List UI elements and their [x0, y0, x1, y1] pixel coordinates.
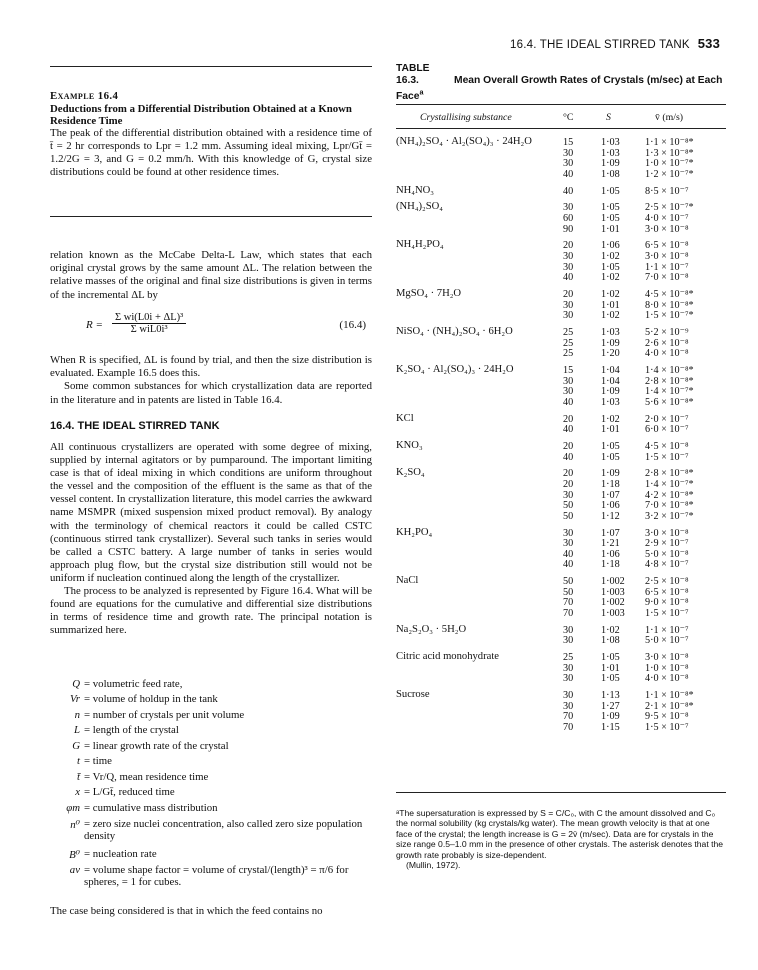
cell-temperature: 30 [563, 147, 574, 159]
cell-temperature: 20 [563, 441, 574, 452]
cell-temperature: 40 [563, 559, 574, 571]
substance-name: Citric acid monohydrate [396, 651, 499, 663]
header-substance: Crystallising substance [420, 112, 512, 123]
header-supersaturation: S [606, 112, 611, 123]
cell-velocity: 5·6 × 10⁻⁸* [645, 396, 694, 408]
substance-name: NiSO₄ · (NH₄)₂SO₄ · 6H₂O [396, 326, 513, 337]
cell-temperature: 70 [563, 722, 574, 733]
cell-supersaturation: 1·07 [601, 527, 620, 539]
notation-symbol: n [74, 709, 80, 721]
notation-definition: = cumulative mass distribution [84, 802, 218, 814]
cell-supersaturation: 1·18 [601, 479, 620, 490]
cell-velocity: 3·0 × 10⁻⁸ [645, 223, 689, 235]
cell-velocity: 3·0 × 10⁻⁸ [645, 652, 689, 664]
table-label: TABLE 16.3. [396, 63, 430, 86]
cell-temperature: 40 [563, 451, 574, 463]
cell-temperature: 30 [563, 662, 574, 674]
substance-name: K₂SO₄ [396, 467, 425, 479]
cell-temperature: 50 [563, 586, 574, 598]
cell-supersaturation: 1·05 [601, 185, 620, 197]
cell-temperature: 30 [563, 261, 574, 273]
example-label: Example 16.4 [50, 90, 119, 102]
substance-name: (NH₄)₂SO₄ [396, 201, 443, 213]
cell-velocity: 1·2 × 10⁻⁷* [645, 168, 694, 180]
cell-velocity: 3·0 × 10⁻⁸ [645, 251, 689, 262]
cell-temperature: 20 [563, 413, 574, 425]
header-velocity: v̄ (m/s) [655, 112, 684, 123]
cell-supersaturation: 1·09 [601, 468, 620, 480]
cell-velocity: 1·0 × 10⁻⁸ [645, 662, 689, 674]
running-title: 16.4. THE IDEAL STIRRED TANK [510, 39, 690, 51]
notation-definition: = zero size nuclei concentration, also called zero size population density [84, 818, 363, 842]
table-caption-mark: a [419, 87, 424, 97]
cell-temperature: 15 [563, 365, 574, 376]
table-caption [396, 63, 726, 103]
cell-velocity: 8·0 × 10⁻⁸* [645, 299, 694, 311]
cell-velocity: 4·8 × 10⁻⁷ [645, 559, 689, 571]
cell-supersaturation: 1·05 [601, 202, 620, 214]
example-title: Deductions from a Differential Distribution Obtained at a Known Residence Time [50, 102, 352, 128]
cell-velocity: 4·0 × 10⁻⁸ [645, 348, 689, 360]
cell-temperature: 40 [563, 548, 574, 560]
cell-supersaturation: 1·002 [601, 576, 625, 588]
notation-definition: = Vr/Q, mean residence time [84, 771, 209, 783]
running-header [0, 36, 720, 51]
cell-supersaturation: 1·13 [601, 690, 620, 702]
paragraph-trial-a: When R is specified, ΔL is found by trial, and then the size distribution is evaluated. Example 16.5 does this. [50, 354, 372, 380]
example-top-rule [50, 66, 372, 67]
cell-velocity: 2·8 × 10⁻⁸* [645, 375, 694, 387]
cell-velocity: 9·5 × 10⁻⁸ [645, 711, 689, 723]
cell-velocity: 1·1 × 10⁻⁷ [645, 261, 689, 273]
header-temperature: °C [563, 112, 574, 123]
cell-temperature: 30 [563, 527, 574, 539]
cell-supersaturation: 1·05 [601, 673, 620, 685]
cell-supersaturation: 1·02 [601, 251, 620, 262]
cell-supersaturation: 1·03 [601, 137, 620, 148]
cell-temperature: 15 [563, 137, 574, 148]
cell-velocity: 2·5 × 10⁻⁷* [645, 202, 694, 214]
cell-supersaturation: 1·09 [601, 158, 620, 170]
cell-velocity: 1·3 × 10⁻⁸* [645, 147, 694, 159]
example-heading [50, 90, 372, 128]
cell-velocity: 1·5 × 10⁻⁷ [645, 608, 689, 619]
notation-definition: = time [84, 755, 112, 767]
cell-supersaturation: 1·08 [601, 635, 620, 647]
cell-temperature: 25 [563, 348, 574, 360]
notation-symbol: x [75, 786, 80, 798]
cell-supersaturation: 1·21 [601, 538, 620, 550]
notation-symbol: G [72, 740, 80, 752]
cell-temperature: 30 [563, 489, 574, 501]
substance-name: KCl [396, 412, 414, 424]
example-body: The peak of the differential distribution obtained with a residence time of t̄ = 2 hr corresponds to Lpr = 1.2 mm. Assuming ideal mixing, Lpr/Gt̄ = 1.2/2G = 3, and G = 0.2 mm/h. With this knowledge of G, crystal size distributions could be found at other residence times. [50, 127, 372, 179]
cell-temperature: 25 [563, 327, 574, 338]
table-bottom-rule [396, 792, 726, 793]
footnote-text: ᵃThe supersaturation is expressed by S = C/C₀, with C the amount dissolved and C₀ the normal solubility (kg crystals/kg water). The mean growth velocity is that at one face of the crystal; the length increase is G = 2v̄ (m/sec). Data are for crystals in the size range 0.5–1.0 mm in the presence of other crystals. The asterisk denotes that the growth rate probably is size-dependent. [396, 808, 724, 860]
cell-supersaturation: 1·20 [601, 348, 620, 360]
cell-supersaturation: 1·01 [601, 424, 620, 436]
cell-supersaturation: 1·01 [601, 299, 620, 311]
cell-velocity: 2·9 × 10⁻⁷ [645, 538, 689, 550]
footnote-citation: (Mullin, 1972). [406, 860, 461, 871]
cell-temperature: 60 [563, 213, 574, 224]
cell-temperature: 50 [563, 510, 574, 522]
cell-velocity: 1·4 × 10⁻⁷* [645, 386, 694, 398]
cell-temperature: 40 [563, 168, 574, 180]
cell-supersaturation: 1·02 [601, 310, 620, 322]
cell-velocity: 3·0 × 10⁻⁸ [645, 527, 689, 539]
cell-velocity: 1·0 × 10⁻⁷* [645, 158, 694, 170]
cell-velocity: 6·5 × 10⁻⁸ [645, 240, 689, 252]
notation-definition: = volume of holdup in the tank [84, 693, 218, 705]
cell-supersaturation: 1·05 [601, 451, 620, 463]
cell-temperature: 25 [563, 337, 574, 349]
paragraph-feed: The case being considered is that in which the feed contains no [50, 905, 323, 917]
substance-name: Na₂S₂O₃ · 5H₂O [396, 623, 467, 635]
cell-temperature: 70 [563, 711, 574, 723]
notation-definition: = volumetric feed rate, [84, 678, 183, 690]
notation-symbol: t [77, 755, 80, 767]
equation-number: (16.4) [339, 319, 366, 331]
cell-supersaturation: 1·27 [601, 700, 620, 712]
table-top-rule [396, 104, 726, 105]
paragraph-trial-b: Some common substances for which crystallization data are reported in the literature and in patents are listed in Table 16.4. [50, 380, 372, 406]
substance-name: MgSO₄ · 7H₂O [396, 288, 462, 299]
equation-denominator: Σ wiL0i³ [130, 324, 168, 335]
cell-temperature: 20 [563, 289, 574, 300]
cell-supersaturation: 1·01 [601, 662, 620, 674]
notation-symbol: φm [66, 802, 80, 814]
cell-velocity: 2·8 × 10⁻⁸* [645, 468, 694, 480]
paragraph-ideal-mixing-a: All continuous crystallizers are operated with some degree of mixing, supplied by internal agitators or by pumparound. The important limiting case is that of ideal mixing in which conditions are uniform throughout the vessel and the composition of the effluent is the same as that of the vessel content. In crystallization literature, this model carries the awkward name MSMPR (mixed suspension mixed product removal). By analogy with the terminology of chemical reactors it could be called CSTC (continuous stirred tank crystallizer). Several such tanks in series would be called a CSTC battery. A large number of tanks in series would approach plug flow, but the crystal size distribution still would not be uniform if nucleation continued along the length of the crystallizer. [50, 441, 372, 584]
cell-supersaturation: 1·08 [601, 168, 620, 180]
substance-name: K₂SO₄ · Al₂(SO₄)₃ · 24H₂O [396, 364, 514, 375]
notation-definition: = L/Gt̄, reduced time [84, 786, 175, 798]
cell-temperature: 30 [563, 673, 574, 685]
cell-supersaturation: 1·05 [601, 652, 620, 664]
cell-temperature: 20 [563, 240, 574, 252]
cell-temperature: 40 [563, 185, 574, 197]
cell-velocity: 5·0 × 10⁻⁸ [645, 548, 689, 560]
cell-supersaturation: 1·003 [601, 586, 625, 598]
cell-supersaturation: 1·02 [601, 624, 620, 636]
equation-numerator: Σ wi(L0i + ΔL)³ [112, 312, 186, 324]
notation-definition: = number of crystals per unit volume [84, 709, 245, 721]
cell-temperature: 30 [563, 158, 574, 170]
cell-supersaturation: 1·07 [601, 489, 620, 501]
paragraph-ideal-mixing [50, 441, 372, 637]
cell-velocity: 2·6 × 10⁻⁸ [645, 337, 689, 349]
cell-supersaturation: 1·05 [601, 213, 620, 224]
cell-temperature: 30 [563, 690, 574, 702]
substance-name: NH₄NO₃ [396, 184, 434, 196]
cell-supersaturation: 1·06 [601, 548, 620, 560]
cell-supersaturation: 1·09 [601, 337, 620, 349]
substance-name: NaCl [396, 575, 419, 587]
cell-supersaturation: 1·02 [601, 272, 620, 284]
substance-name: NH₄H₂PO₄ [396, 239, 444, 251]
cell-temperature: 30 [563, 375, 574, 387]
cell-velocity: 9·0 × 10⁻⁸ [645, 597, 689, 609]
cell-supersaturation: 1·02 [601, 289, 620, 300]
cell-temperature: 30 [563, 635, 574, 647]
cell-velocity: 1·4 × 10⁻⁸* [645, 365, 694, 376]
equation-fraction [112, 312, 186, 335]
cell-supersaturation: 1·06 [601, 240, 620, 252]
cell-velocity: 2·0 × 10⁻⁷ [645, 413, 689, 425]
cell-supersaturation: 1·06 [601, 500, 620, 512]
cell-temperature: 40 [563, 424, 574, 436]
cell-temperature: 30 [563, 299, 574, 311]
paragraph-delta-l-law: relation known as the McCabe Delta-L Law, which states that each original crystal grows by the same amount ΔL. The relation between the relative masses of the original and final size distributions is given in terms of the incremental ΔL by [50, 249, 372, 301]
notation-symbol: t̄ [77, 771, 80, 783]
cell-velocity: 6·5 × 10⁻⁸ [645, 586, 689, 598]
cell-supersaturation: 1·03 [601, 327, 620, 338]
cell-temperature: 50 [563, 500, 574, 512]
cell-velocity: 4·0 × 10⁻⁸ [645, 673, 689, 685]
cell-velocity: 4·0 × 10⁻⁷ [645, 213, 689, 224]
substance-name: KNO₃ [396, 440, 423, 451]
cell-velocity: 2·1 × 10⁻⁸* [645, 700, 694, 712]
notation-symbol: Vr [70, 693, 80, 705]
cell-velocity: 2·5 × 10⁻⁸ [645, 576, 689, 588]
cell-supersaturation: 1·01 [601, 223, 620, 235]
cell-supersaturation: 1·02 [601, 413, 620, 425]
cell-velocity: 5·0 × 10⁻⁷ [645, 635, 689, 647]
table-caption-text: Mean Overall Growth Rates of Crystals (m/sec) at Each Face$^a$ [396, 74, 723, 103]
cell-velocity: 1·1 × 10⁻⁸* [645, 137, 694, 148]
notation-definition: = length of the crystal [84, 724, 179, 736]
cell-temperature: 40 [563, 272, 574, 284]
cell-temperature: 30 [563, 700, 574, 712]
cell-velocity: 1·1 × 10⁻⁷ [645, 624, 689, 636]
cell-velocity: 4·5 × 10⁻⁸* [645, 289, 694, 300]
cell-velocity: 4·5 × 10⁻⁸ [645, 441, 689, 452]
cell-velocity: 1·5 × 10⁻⁷ [645, 451, 689, 463]
cell-supersaturation: 1·09 [601, 711, 620, 723]
table-header-rule [396, 128, 726, 129]
cell-supersaturation: 1·05 [601, 441, 620, 452]
paragraph-ideal-mixing-b: The process to be analyzed is represented by Figure 16.4. What will be found are equations for the cumulative and differential size distributions in terms of residence time and growth rate. The principal notation is summarized here. [50, 585, 372, 637]
cell-temperature: 30 [563, 538, 574, 550]
cell-velocity: 7·0 × 10⁻⁸ [645, 272, 689, 284]
substance-name: (NH₄)₂SO₄ · Al₂(SO₄)₃ · 24H₂O [396, 136, 532, 147]
cell-supersaturation: 1·04 [601, 375, 620, 387]
notation-symbol: Q [72, 678, 80, 690]
cell-temperature: 30 [563, 202, 574, 214]
page-number: 533 [697, 36, 720, 51]
cell-supersaturation: 1·03 [601, 147, 620, 159]
cell-temperature: 70 [563, 597, 574, 609]
cell-velocity: 7·0 × 10⁻⁸* [645, 500, 694, 512]
cell-temperature: 90 [563, 223, 574, 235]
cell-supersaturation: 1·002 [601, 597, 625, 609]
cell-temperature: 20 [563, 468, 574, 480]
cell-temperature: 30 [563, 310, 574, 322]
cell-supersaturation: 1·003 [601, 608, 625, 619]
cell-temperature: 20 [563, 479, 574, 490]
notation-definition: = volume shape factor = volume of crystal/(length)³ = π/6 for spheres, = 1 for cubes. [84, 864, 349, 888]
cell-velocity: 1·5 × 10⁻⁷ [645, 722, 689, 733]
equation-16-4 [50, 313, 372, 341]
cell-velocity: 1·5 × 10⁻⁷* [645, 310, 694, 322]
paragraph-trial [50, 354, 372, 407]
cell-supersaturation: 1·18 [601, 559, 620, 571]
cell-temperature: 50 [563, 576, 574, 588]
cell-temperature: 30 [563, 251, 574, 262]
cell-temperature: 25 [563, 652, 574, 664]
example-bottom-rule [50, 216, 372, 217]
substance-name: KH₂PO₄ [396, 526, 433, 538]
cell-velocity: 4·2 × 10⁻⁸* [645, 489, 694, 501]
notation-symbol: L [73, 724, 80, 736]
cell-supersaturation: 1·03 [601, 396, 620, 408]
cell-velocity: 5·2 × 10⁻⁹ [645, 327, 689, 338]
cell-supersaturation: 1·09 [601, 386, 620, 398]
cell-temperature: 40 [563, 396, 574, 408]
substance-name: Sucrose [396, 689, 430, 701]
notation-symbol: n⁰ [70, 819, 80, 831]
notation-symbol: B⁰ [69, 849, 80, 861]
cell-supersaturation: 1·12 [601, 510, 620, 522]
cell-velocity: 6·0 × 10⁻⁷ [645, 424, 689, 436]
notation-definition: = nucleation rate [84, 848, 157, 860]
cell-supersaturation: 1·15 [601, 722, 620, 733]
cell-supersaturation: 1·05 [601, 261, 620, 273]
table-footnote [396, 808, 726, 870]
cell-velocity: 8·5 × 10⁻⁷ [645, 185, 689, 197]
cell-temperature: 30 [563, 386, 574, 398]
cell-supersaturation: 1·04 [601, 365, 620, 376]
cell-velocity: 1·1 × 10⁻⁸* [645, 690, 694, 702]
section-heading: 16.4. THE IDEAL STIRRED TANK [50, 420, 220, 432]
cell-velocity: 3·2 × 10⁻⁷* [645, 510, 694, 522]
equation-lhs: R = [86, 319, 103, 331]
notation-definition: = linear growth rate of the crystal [84, 740, 229, 752]
cell-temperature: 30 [563, 624, 574, 636]
cell-velocity: 1·4 × 10⁻⁷* [645, 479, 694, 490]
cell-temperature: 70 [563, 608, 574, 619]
notation-symbol: av [69, 864, 80, 876]
